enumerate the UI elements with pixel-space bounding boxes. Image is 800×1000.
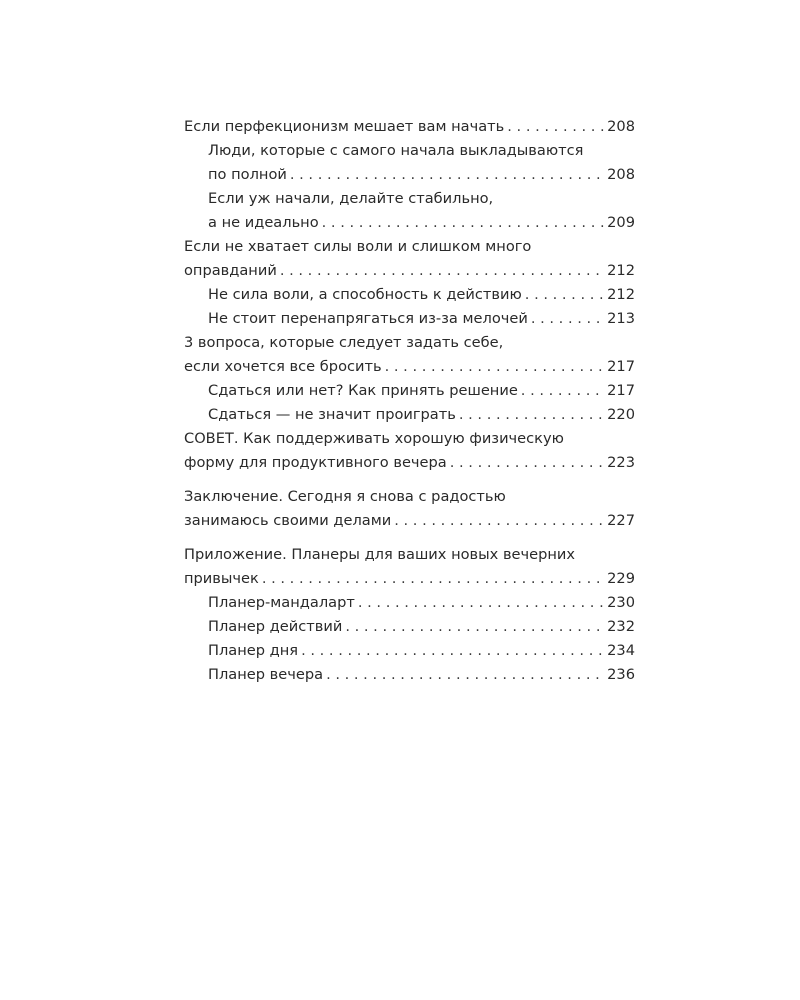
dot-leader — [525, 283, 605, 307]
toc-entry-title: Сдаться — не значит проиграть — [208, 406, 456, 423]
toc-entry-title-line: Заключение. Сегодня я снова с радостью — [184, 488, 506, 505]
dot-leader — [450, 451, 605, 475]
toc-entry-leader-line — [208, 307, 635, 331]
toc-entry-page-number: 212 — [607, 262, 635, 279]
dot-leader — [262, 567, 605, 591]
toc-entry-page-number: 229 — [607, 570, 635, 587]
toc-entry-page-number: 234 — [607, 642, 635, 659]
dot-leader — [326, 663, 605, 687]
toc-entry[interactable] — [184, 543, 635, 591]
dot-leader — [290, 163, 605, 187]
dot-leader — [507, 115, 605, 139]
toc-entry-page-number: 208 — [607, 166, 635, 183]
toc-entry[interactable] — [184, 485, 635, 533]
toc-entry-leader-line — [208, 639, 635, 663]
toc-entry-leader-line — [184, 451, 635, 475]
toc-entry-leader-line — [208, 663, 635, 687]
dot-leader — [394, 509, 605, 533]
toc-entry-title: занимаюсь своими делами — [184, 512, 392, 529]
toc-entry-leader-line — [184, 509, 635, 533]
toc-entry-title: Если перфекционизм мешает вам начать — [184, 118, 505, 135]
toc-entry-page-number: 227 — [607, 512, 635, 529]
toc-entry[interactable] — [208, 139, 635, 187]
toc-entry-title-line: СОВЕТ. Как поддерживать хорошую физическую — [184, 430, 564, 447]
toc-entry-title: форму для продуктивного вечера — [184, 454, 447, 471]
toc-entry-title: а не идеально — [208, 214, 319, 231]
table-of-contents — [184, 115, 635, 687]
toc-entry-title: Планер-мандаларт — [208, 594, 355, 611]
toc-entry[interactable] — [184, 331, 635, 379]
toc-entry[interactable] — [208, 663, 635, 687]
toc-entry-title: Не стоит перенапрягаться из-за мелочей — [208, 310, 528, 327]
dot-leader — [385, 355, 606, 379]
toc-entry-page-number: 232 — [607, 618, 635, 635]
toc-entry-title-line: Люди, которые с самого начала выкладываются — [208, 142, 584, 159]
toc-entry-page-number: 217 — [607, 382, 635, 399]
toc-entry-title-line: Если уж начали, делайте стабильно, — [208, 190, 494, 207]
toc-entry[interactable] — [184, 427, 635, 475]
toc-entry-leader-line — [184, 259, 635, 283]
toc-entry-title: по полной — [208, 166, 287, 183]
dot-leader — [345, 615, 605, 639]
toc-entry-title: Сдаться или нет? Как принять решение — [208, 382, 518, 399]
toc-entry[interactable] — [184, 115, 635, 139]
toc-entry[interactable] — [208, 403, 635, 427]
toc-entry-title-line: Приложение. Планеры для ваших новых вечерних — [184, 546, 576, 563]
dot-leader — [521, 379, 605, 403]
toc-entry-title: Планер вечера — [208, 666, 324, 683]
dot-leader — [301, 639, 605, 663]
toc-entry-leader-line — [208, 163, 635, 187]
dot-leader — [280, 259, 605, 283]
dot-leader — [322, 211, 606, 235]
toc-entry-leader-line — [208, 615, 635, 639]
toc-entry-title: Планер дня — [208, 642, 299, 659]
toc-entry-page-number: 208 — [607, 118, 635, 135]
toc-entry[interactable] — [208, 591, 635, 615]
toc-entry[interactable] — [208, 187, 635, 235]
toc-entry-leader-line — [184, 355, 635, 379]
toc-entry-title: Не сила воли, а способность к действию — [208, 286, 522, 303]
toc-entry-page-number: 217 — [607, 358, 635, 375]
toc-entry-page-number: 236 — [607, 666, 635, 683]
toc-entry-page-number: 213 — [607, 310, 635, 327]
toc-entry[interactable] — [208, 283, 635, 307]
toc-entry-leader-line — [184, 115, 635, 139]
toc-entry-page-number: 220 — [607, 406, 635, 423]
toc-entry-page-number: 209 — [607, 214, 635, 231]
dot-leader — [531, 307, 605, 331]
toc-entry[interactable] — [208, 379, 635, 403]
toc-entry[interactable] — [208, 615, 635, 639]
toc-entry-leader-line — [208, 379, 635, 403]
toc-entry-leader-line — [184, 567, 635, 591]
dot-leader — [358, 591, 605, 615]
toc-entry[interactable] — [208, 307, 635, 331]
toc-entry-title: оправданий — [184, 262, 277, 279]
toc-entry-page-number: 223 — [607, 454, 635, 471]
toc-entry-title-line: 3 вопроса, которые следует задать себе, — [184, 334, 504, 351]
toc-entry[interactable] — [184, 235, 635, 283]
toc-entry-leader-line — [208, 211, 635, 235]
toc-entry-leader-line — [208, 283, 635, 307]
toc-entry[interactable] — [208, 639, 635, 663]
toc-entry-title: Планер действий — [208, 618, 343, 635]
toc-entry-title-line: Если не хватает силы воли и слишком много — [184, 238, 532, 255]
toc-entry-title: если хочется все бросить — [184, 358, 382, 375]
dot-leader — [459, 403, 605, 427]
toc-entry-leader-line — [208, 591, 635, 615]
toc-entry-page-number: 212 — [607, 286, 635, 303]
toc-entry-title: привычек — [184, 570, 259, 587]
toc-entry-page-number: 230 — [607, 594, 635, 611]
toc-entry-leader-line — [208, 403, 635, 427]
